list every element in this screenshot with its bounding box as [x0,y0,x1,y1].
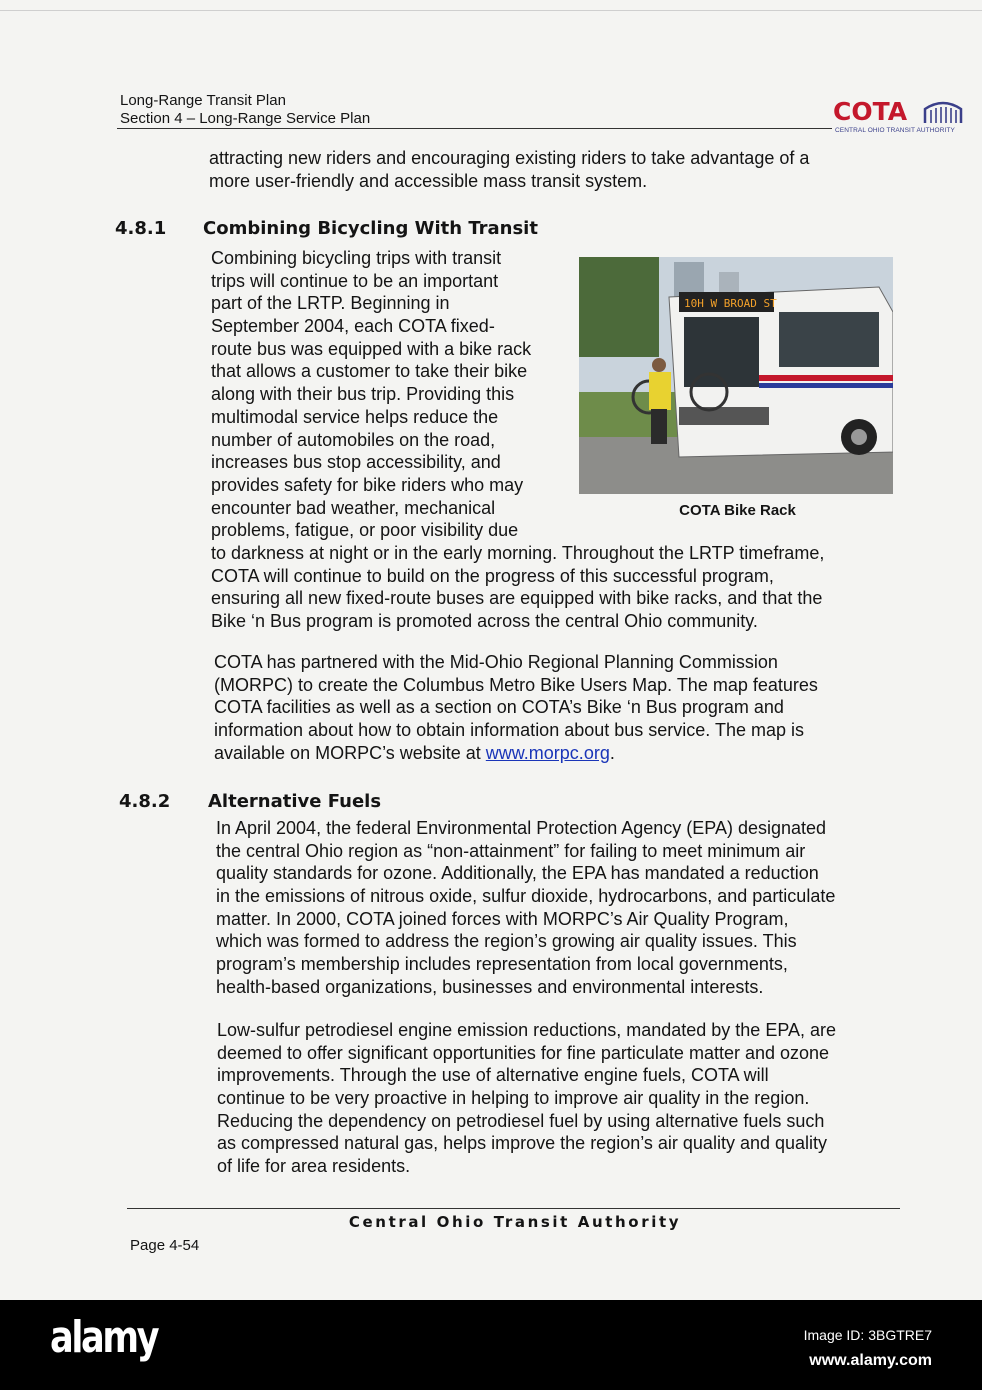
paragraph-line: continue to be very proactive in helping to improve air quality in the region. [217,1088,810,1109]
morpc-website-link[interactable]: www.morpc.org [485,742,610,763]
paragraph-line: health-based organizations, businesses and environmental interests. [216,976,764,997]
intro-paragraph [209,147,809,192]
paragraph-line: (MORPC) to create the Columbus Metro Bike Users Map. The map features [214,674,818,695]
paragraph-line: In April 2004, the federal Environmental Protection Agency (EPA) designated [216,818,827,838]
paragraph-line: ensuring all new fixed-route buses are equipped with bike racks, and that the [211,588,823,609]
paragraph-line: Combining bicycling trips with transit [211,248,502,268]
footer-rule [127,1208,900,1209]
paragraph-line: in the emissions of nitrous oxide, sulfur dioxide, hydrocarbons, and particulate [216,886,836,907]
section-title-bicycling: Combining Bicycling With Transit [203,218,538,239]
header-doc-title: Long-Range Transit Plan [120,92,286,109]
paragraph-line [214,742,818,765]
paragraph-line: program’s membership includes representation from local governments, [216,954,788,975]
paragraph-line: attracting new riders and encouraging existing riders to take advantage of a [209,148,810,168]
paragraph-line: encounter bad weather, mechanical [211,497,496,518]
section-number-4-8-2: 4.8.2 [119,791,171,812]
line-text: available on MORPC’s website at [214,742,486,763]
header-rule [117,128,832,129]
paragraph-line: which was formed to address the region’s growing air quality issues. This [216,931,797,952]
paragraph-line: trips will continue to be an important [211,270,499,291]
alamy-url: www.alamy.com [809,1352,932,1369]
photo-caption: COTA Bike Rack [679,502,796,519]
paragraph-line: the central Ohio region as “non-attainment” for failing to meet minimum air [216,840,806,861]
paragraph-line: number of automobiles on the road, [211,429,496,450]
header-section-title: Section 4 – Long-Range Service Plan [120,110,371,127]
paragraph-line: of life for area residents. [217,1156,411,1177]
page-number: Page 4-54 [130,1237,200,1254]
paragraph-line: COTA has partnered with the Mid-Ohio Regional Planning Commission [214,652,778,672]
paragraph-line: part of the LRTP. Beginning in [211,293,450,314]
cota-bike-rack-photo [579,257,893,494]
paragraph-line: increases bus stop accessibility, and [211,452,501,473]
paragraph-line: provides safety for bike riders who may [211,474,524,495]
paragraph-line: COTA facilities as well as a section on COTA’s Bike ‘n Bus program and [214,697,784,718]
paragraph-line: deemed to offer significant opportunities for fine particulate matter and ozone [217,1042,830,1063]
logo-subtitle: CENTRAL OHIO TRANSIT AUTHORITY [835,127,955,134]
paragraph-line: to darkness at night or in the early morning. Throughout the LRTP timeframe, [211,542,825,563]
line-text: . [609,742,615,763]
section-number-4-8-1: 4.8.1 [115,218,167,239]
paragraph-line: as compressed natural gas, helps improve the region’s air quality and quality [217,1133,828,1154]
footer-organization: Central Ohio Transit Authority [348,1213,682,1231]
paragraph-line: September 2004, each COTA fixed- [211,316,495,337]
paragraph-line: information about how to obtain information about bus service. The map is [214,720,805,741]
paragraph-line: that allows a customer to take their bike [211,361,528,382]
bicycling-paragraph-2-lines [214,651,818,742]
paragraph-line: more user-friendly and accessible mass transit system. [209,170,648,191]
logo-dome-icon [921,99,965,125]
paragraph-line: route bus was equipped with a bike rack [211,338,532,359]
svg-text:10H W BROAD ST: 10H W BROAD ST [684,297,777,310]
section-title-alternative-fuels: Alternative Fuels [208,791,382,812]
paragraph-line: problems, fatigue, or poor visibility due [211,520,519,541]
paragraph-line: matter. In 2000, COTA joined forces with MORPC’s Air Quality Program, [216,908,789,929]
scan-edge-line [0,10,982,11]
image-info [804,1322,932,1374]
paragraph-line: COTA will continue to build on the progress of this successful program, [211,565,774,586]
fuels-paragraph-2 [217,1019,836,1178]
bicycling-paragraph-2 [214,651,818,764]
paragraph-line: improvements. Through the use of alternative engine fuels, COTA will [217,1065,769,1086]
image-id: Image ID: 3BGTRE7 [803,1327,932,1343]
logo-wordmark: COTA [833,97,908,126]
cota-logo [833,98,968,140]
paragraph-line: multimodal service helps reduce the [211,406,499,427]
paragraph-line: Bike ‘n Bus program is promoted across the central Ohio community. [211,611,758,631]
paragraph-line: quality standards for ozone. Additionally, the EPA has mandated a reduction [216,863,819,884]
alamy-logo: alamy [50,1312,158,1363]
paragraph-line: along with their bus trip. Providing this [211,384,515,405]
paragraph-line: Low-sulfur petrodiesel engine emission reductions, mandated by the EPA, are [217,1020,837,1040]
paragraph-line: Reducing the dependency on petrodiesel fuel by using alternative fuels such [217,1110,825,1131]
watermark-bar [0,1300,982,1390]
fuels-paragraph-1 [216,817,835,999]
